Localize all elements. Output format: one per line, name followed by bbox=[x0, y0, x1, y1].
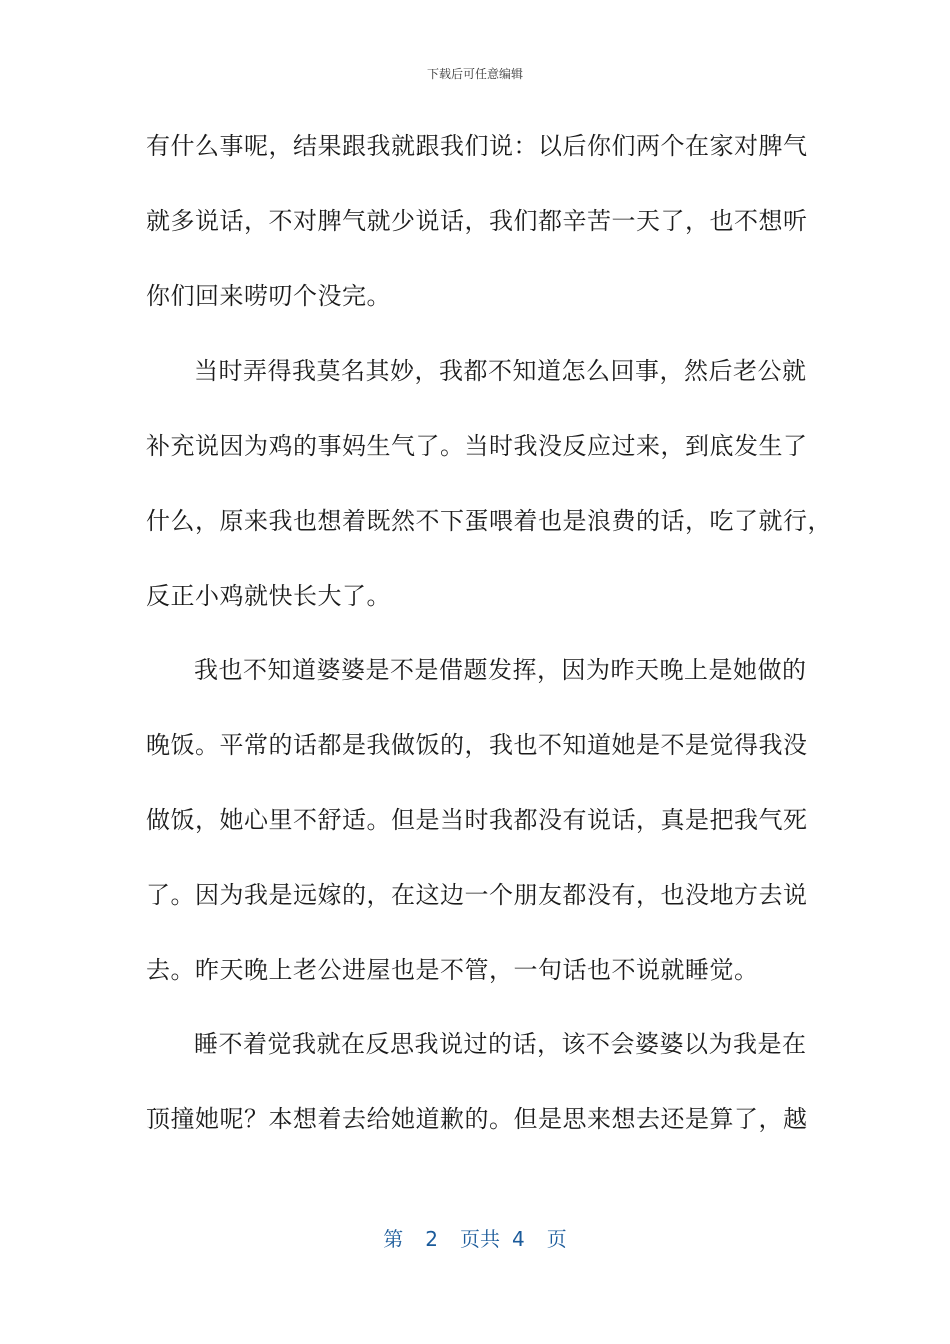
footer-current-page: 2 bbox=[425, 1227, 438, 1251]
footer-total-pages: 4 bbox=[512, 1227, 525, 1251]
text-line: 了。因为我是远嫁的，在这边一个朋友都没有，也没地方去说 bbox=[146, 881, 808, 909]
text-line: 晚饭。平常的话都是我做饭的，我也不知道她是不是觉得我没 bbox=[146, 731, 808, 759]
text-line: 当时弄得我莫名其妙，我都不知道怎么回事，然后老公就 bbox=[194, 357, 807, 385]
page-footer bbox=[0, 1226, 950, 1252]
text-line: 什么，原来我也想着既然不下蛋喂着也是浪费的话，吃了就行， bbox=[146, 507, 832, 535]
text-line: 你们回来唠叨个没完。 bbox=[146, 282, 391, 310]
footer-prefix: 第 bbox=[383, 1227, 404, 1251]
text-line: 顶撞她呢？本想着去给她道歉的。但是思来想去还是算了，越 bbox=[146, 1105, 808, 1133]
text-line: 我也不知道婆婆是不是借题发挥，因为昨天晚上是她做的 bbox=[194, 656, 807, 684]
footer-suffix: 页 bbox=[546, 1227, 567, 1251]
text-line: 有什么事呢，结果跟我就跟我们说：以后你们两个在家对脾气 bbox=[146, 132, 808, 160]
text-line: 反正小鸡就快长大了。 bbox=[146, 582, 391, 610]
text-line: 去。昨天晚上老公进屋也是不管，一句话也不说就睡觉。 bbox=[146, 956, 759, 984]
footer-middle: 页共 bbox=[460, 1227, 500, 1251]
header-note: 下载后可任意编辑 bbox=[426, 67, 523, 81]
text-line: 睡不着觉我就在反思我说过的话，该不会婆婆以为我是在 bbox=[194, 1030, 807, 1058]
text-line: 就多说话，不对脾气就少说话，我们都辛苦一天了，也不想听 bbox=[146, 207, 808, 235]
text-line: 补充说因为鸡的事妈生气了。当时我没反应过来，到底发生了 bbox=[146, 432, 808, 460]
text-line: 做饭，她心里不舒适。但是当时我都没有说话，真是把我气死 bbox=[146, 806, 808, 834]
